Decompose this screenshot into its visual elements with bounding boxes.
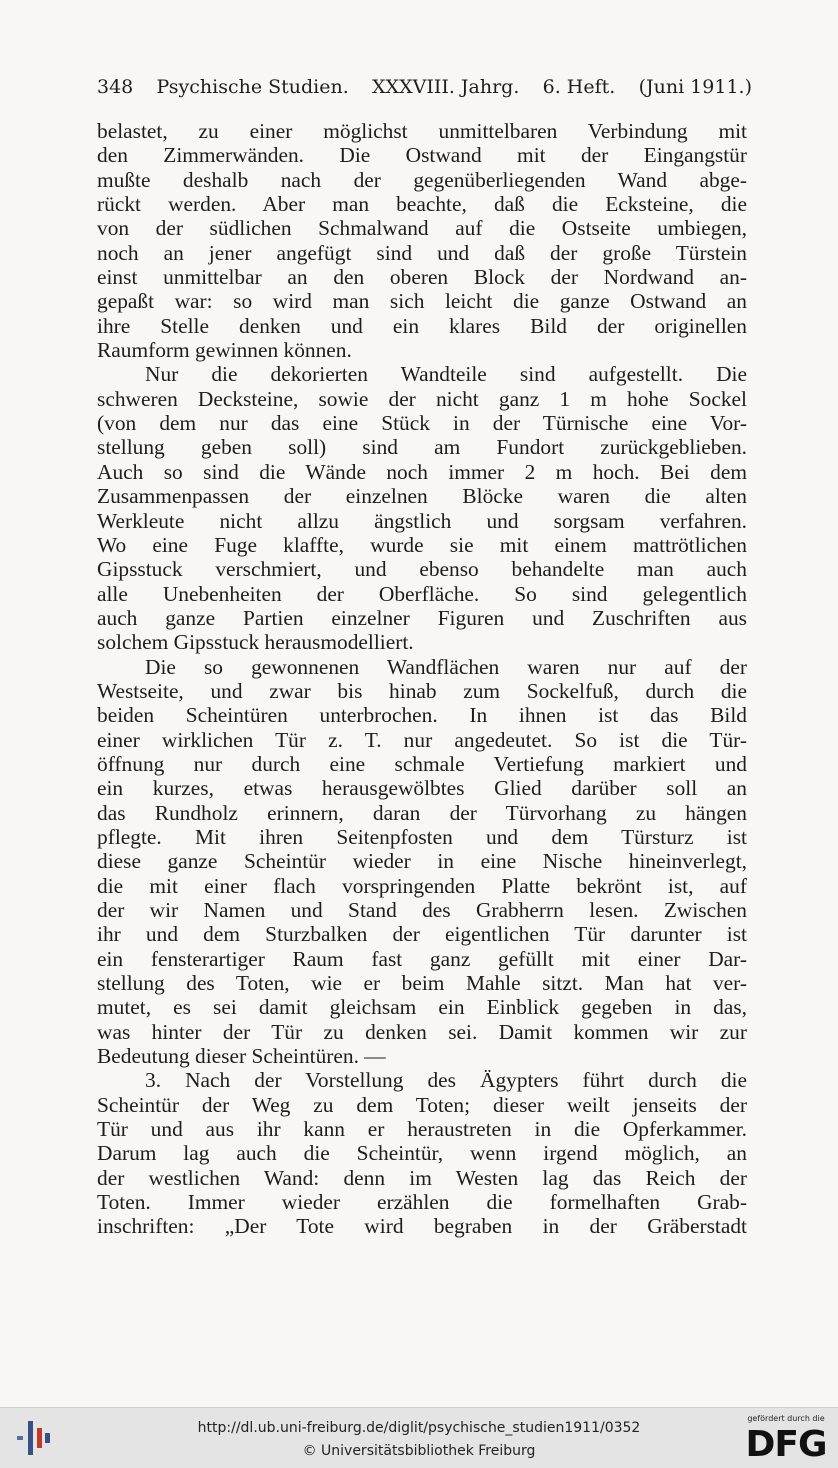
text-line: auch ganze Partien einzelner Figuren und Zuschriften aus [97, 605, 747, 630]
text-line: schweren Decksteine, sowie der nicht ganz 1 m hohe Sockel [97, 386, 747, 411]
copyright-notice: © Universitätsbibliothek Freiburg [302, 1443, 536, 1459]
text-line: von der südlichen Schmalwand auf die Ostseite umbiegen, [97, 216, 747, 241]
text-line: Zusammenpassen der einzelnen Blöcke waren die alten [97, 484, 747, 509]
text-line: Tür und aus ihr kann er heraustreten in die Opferkammer. [97, 1117, 747, 1142]
page-number: 348 [97, 76, 134, 98]
text-line: den Zimmerwänden. Die Ostwand mit der Eingangstür [97, 143, 747, 168]
text-line: Toten. Immer wieder erzählen die formelhaften Grab- [97, 1190, 747, 1215]
text-line: inschriften: „Der Tote wird begraben in der Gräberstadt [97, 1214, 747, 1239]
text-line: pflegte. Mit ihren Seitenpfosten und dem Türsturz ist [97, 824, 747, 849]
text-line: Scheintür der Weg zu dem Toten; dieser weilt jenseits der [97, 1092, 747, 1117]
text-line: ihr und dem Sturzbalken der eigentlichen Tür darunter ist [97, 922, 747, 947]
running-head [97, 76, 752, 102]
text-line: Wo eine Fuge klaffte, wurde sie mit einem mattrötlichen [97, 532, 747, 557]
date-label: (Juni 1911.) [638, 76, 752, 98]
text-line: mutet, es sei damit gleichsam ein Einblick gegeben in das, [97, 995, 747, 1020]
text-line: solchem Gipsstuck herausmodelliert. [97, 630, 414, 655]
text-line: ein fensterartiger Raum fast ganz gefüllt mit einer Dar- [97, 946, 747, 971]
text-line: Werkleute nicht allzu ängstlich und sorgsam verfahren. [97, 508, 747, 533]
issue-label: 6. Heft. [542, 76, 616, 98]
text-line: der westlichen Wand: denn im Westen lag das Reich der [97, 1165, 747, 1190]
text-line: der wir Namen und Stand des Grabherrn lesen. Zwischen [97, 898, 747, 922]
text-line: Raumform gewinnen können. [97, 338, 352, 363]
text-line: stellung des Toten, wie er beim Mahle sitzt. Man hat ver- [97, 971, 747, 996]
text-line: Darum lag auch die Scheintür, wenn irgend möglich, an [97, 1141, 747, 1166]
text-line: (von dem nur das eine Stück in der Türnische eine Vor- [97, 411, 747, 436]
text-line: Gipsstuck verschmiert, und ebenso behandelte man auch [97, 557, 747, 582]
sponsor-caption: gefördert durch die [747, 1414, 825, 1423]
text-line: einer wirklichen Tür z. T. nur angedeutet. So ist die Tür- [97, 727, 747, 752]
dfg-logo: DFG [745, 1424, 827, 1465]
text-line: Westseite, und zwar bis hinab zum Sockelfuß, durch die [97, 678, 747, 703]
text-line: belastet, zu einer möglichst unmittelbaren Verbindung mit [97, 119, 747, 143]
text-line: Nur die dekorierten Wandteile sind aufgestellt. Die [145, 362, 747, 387]
text-line: die mit einer flach vorspringenden Platte bekrönt ist, auf [97, 873, 747, 898]
text-line: Die so gewonnenen Wandflächen waren nur auf der [145, 654, 747, 679]
text-line: rückt werden. Aber man beachte, daß die Ecksteine, die [97, 192, 747, 217]
text-line: noch an jener angefügt sind und daß der große Türstein [97, 240, 747, 265]
body-text [97, 119, 747, 1239]
text-line: stellung geben soll) sind am Fundort zurückgeblieben. [97, 435, 747, 460]
dfg-sponsor[interactable] [740, 1414, 832, 1464]
text-line: beiden Scheintüren unterbrochen. In ihnen ist das Bild [97, 703, 747, 728]
text-line: alle Unebenheiten der Oberfläche. So sind gelegentlich [97, 581, 747, 606]
text-line: gepaßt war: so wird man sich leicht die ganze Ostwand an [97, 289, 747, 314]
text-line: ein kurzes, etwas herausgewölbtes Glied darüber soll an [97, 776, 747, 801]
text-line: ihre Stelle denken und ein klares Bild der originellen [97, 313, 747, 338]
text-line: öffnung nur durch eine schmale Vertiefung markiert und [97, 751, 747, 776]
volume-label: XXXVIII. Jahrg. [372, 76, 520, 98]
text-line: Bedeutung dieser Scheintüren. — [97, 1044, 386, 1069]
page-url-link[interactable]: http://dl.ub.uni-freiburg.de/diglit/psychische_studien1911/0352 [197, 1420, 641, 1436]
text-line: Auch so sind die Wände noch immer 2 m hoch. Bei dem [97, 459, 747, 484]
text-line: das Rundholz erinnern, daran der Türvorhang zu hängen [97, 800, 747, 825]
viewer-footer [0, 1407, 838, 1468]
journal-title: Psychische Studien. [156, 76, 349, 98]
text-line: 3. Nach der Vorstellung des Ägypters führt durch die [145, 1068, 747, 1093]
text-line: diese ganze Scheintür wieder in eine Nische hineinverlegt, [97, 849, 747, 874]
text-line: mußte deshalb nach der gegenüberliegenden Wand abge- [97, 167, 747, 192]
text-line: einst unmittelbar an den oberen Block der Nordwand an- [97, 265, 747, 290]
text-line: was hinter der Tür zu denken sei. Damit kommen wir zur [97, 1019, 747, 1044]
